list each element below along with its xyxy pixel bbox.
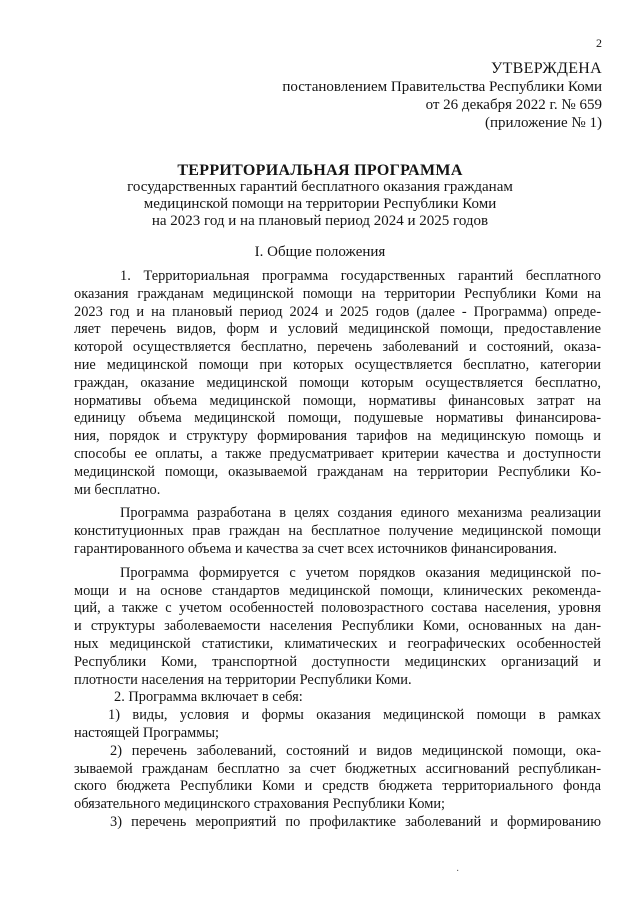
approval-heading: УТВЕРЖДЕНА [490, 60, 602, 77]
paragraph-line: ского бюджета Республики Коми и средств бюджета территориального фонда [74, 778, 601, 795]
document-body [74, 268, 601, 832]
paragraph-line: мощи и на основе стандартов медицинской помощи, клинических рекоменда- [74, 582, 601, 599]
paragraph-line: единицу объема медицинской помощи, подушевые нормативы финансирова- [74, 410, 601, 427]
paragraph-line: 2) перечень заболеваний, состояний и видов медицинской помощи, ока- [110, 742, 601, 759]
paragraph-line: ляет перечень видов, форм и условий медицинской помощи, предоставление [74, 321, 601, 338]
paragraph-line: которой осуществляется бесплатно, перечень заболеваний и состояний, оказа- [74, 339, 601, 356]
approval-block [282, 60, 602, 132]
paragraph-line: настоящей Программы; [74, 724, 220, 741]
paragraph-line: 2. Программа включает в себя: [114, 689, 303, 706]
paragraph-line: и структуры заболеваемости населения Республики Коми, основанных на дан- [74, 618, 601, 635]
paragraph-line: граждан, оказание медицинской помощи которым осуществляется бесплатно, [74, 374, 601, 391]
paragraph-line: ций, а также с учетом особенностей половозрастного состава населения, уровня [74, 600, 601, 617]
paragraph-line: плотности населения на территории Республики Коми. [74, 671, 412, 688]
paragraph-line: ных медицинской статистики, климатических и географических особенностей [74, 635, 601, 652]
page-number: 2 [596, 36, 602, 50]
paragraph-line: Программа разработана в целях создания единого механизма реализации [120, 505, 601, 522]
paragraph-line: зываемой гражданам бесплатно за счет бюджетных ассигнований республикан- [74, 760, 601, 777]
document-title [40, 162, 600, 230]
section-heading: I. Общие положения [254, 244, 386, 260]
title-main: ТЕРРИТОРИАЛЬНАЯ ПРОГРАММА [177, 162, 463, 179]
paragraph-line: 2023 год и на плановый период 2024 и 2025 годов (далее - Программа) опреде- [74, 303, 601, 320]
approval-line: постановлением Правительства Республики Коми [282, 79, 602, 95]
paragraph-line: оказания гражданам медицинской помощи на территории Республики Коми на [74, 285, 601, 302]
paragraph-line: Республики Коми, транспортной доступности медицинских организаций и [74, 653, 601, 670]
paragraph-line: конституционных прав граждан на бесплатное получение медицинской помощи [74, 523, 601, 540]
paragraph-line: 1) виды, условия и формы оказания медицинской помощи в рамках [108, 707, 601, 724]
title-line: государственных гарантий бесплатного оказания гражданам [127, 179, 513, 195]
paragraph-line: ния, порядок и структуру формирования тарифов на медицинскую помощь и [74, 428, 601, 445]
title-line: на 2023 год и на плановый период 2024 и 2025 годов [151, 213, 489, 229]
paragraph-line: нормативы объема медицинской помощи, нормативы финансовых затрат на [74, 392, 601, 409]
approval-line: (приложение № 1) [484, 115, 602, 131]
paragraph-line: Программа формируется с учетом порядков оказания медицинской по- [120, 564, 601, 581]
title-line: медицинской помощи на территории Республики Коми [143, 196, 497, 212]
paragraph-line: обязательного медицинского страхования Республики Коми; [74, 796, 446, 813]
paragraph-line: гарантированного объема и качества за счет всех источников финансирования. [74, 540, 557, 557]
paragraph-line: ми бесплатно. [74, 481, 161, 498]
paragraph-line: способы ее оплаты, а также предусматривает критерии качества и доступности [74, 445, 601, 462]
paragraph-line: медицинской помощи, оказываемой гражданам на территории Республики Ко- [74, 463, 601, 480]
paragraph-line: 1. Территориальная программа государственных гарантий бесплатного [120, 268, 601, 284]
paragraph-line: ние медицинской помощи при которых осуществляется бесплатно, категории [74, 356, 601, 373]
paragraph-line: 3) перечень мероприятий по профилактике заболеваний и формированию [110, 813, 601, 830]
scan-mark: · [456, 866, 460, 877]
approval-line: от 26 декабря 2022 г. № 659 [425, 97, 602, 113]
